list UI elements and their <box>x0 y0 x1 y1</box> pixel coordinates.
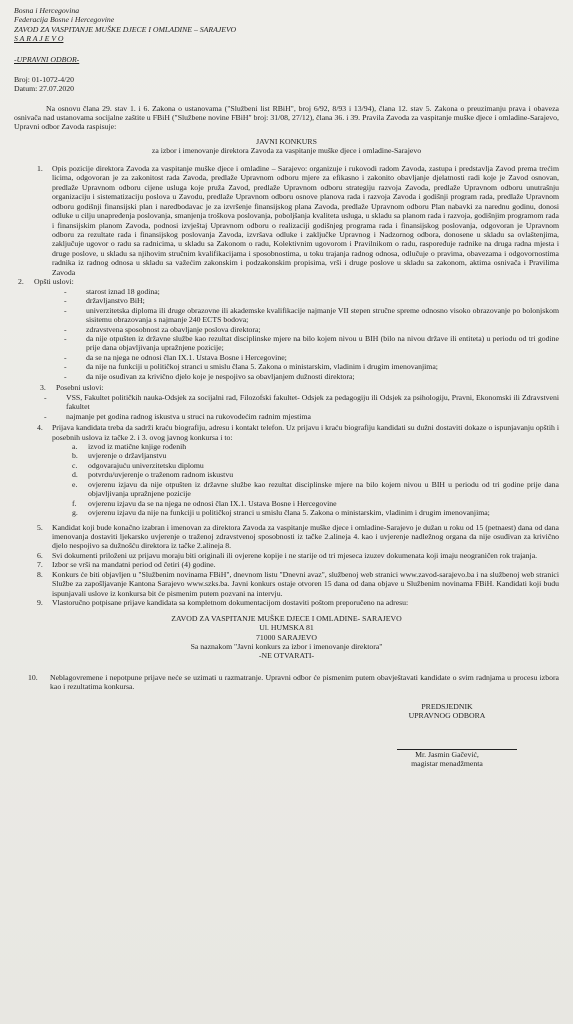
section-text: Izbor se vrši na mandatni period od četiri (4) godine. <box>52 560 216 570</box>
document-item <box>52 451 559 460</box>
document-item-text: uvjerenje o državljanstvu <box>88 451 167 461</box>
signatory-title: PREDSJEDNIK <box>421 701 473 711</box>
section-number: 8. <box>37 569 43 579</box>
document-item-letter: a. <box>72 441 78 451</box>
section-list <box>14 164 559 608</box>
letterhead <box>14 6 559 43</box>
header-country: Bosna i Hercegovina <box>14 6 80 15</box>
address-street: Ul. HUMSKA 81 <box>259 623 314 633</box>
competition-subtitle: za izbor i imenovanje direktora Zavoda za vaspitanje muške djece i omladine-Sarajevo <box>151 146 422 156</box>
section-8 <box>14 570 559 598</box>
address-do-not-open: -NE OTVARATI- <box>258 651 315 661</box>
document-item-text: ovjerenu izjavu da nije na funkciji u političkoj stranci u smislu člana 5. Zakona o ministarskim, vladinim i drugim imenovanjima; <box>88 508 490 518</box>
section-text: Svi dokumenti priloženi uz prijavu moraju biti originali ili ovjerene kopije i ne starije od tri mjeseca izuzev dokumenata koji imaju neograničen rok trajanja. <box>52 550 538 560</box>
section-label: Opšti uslovi: <box>34 277 74 287</box>
document-item-text: potvrdu/uvjerenje o traženom radnom iskustvu <box>88 470 234 480</box>
reference-date: Datum: 27.07.2020 <box>14 84 75 94</box>
section-2 <box>14 277 559 381</box>
section-9 <box>14 598 559 607</box>
header-city: S A R A J E V O <box>14 33 64 43</box>
general-conditions-list <box>34 287 559 382</box>
section-6 <box>14 551 559 560</box>
condition-item: - da nije osuđivan za krivično djelo koje je nespojivo sa obavljanjem dužnosti direktora; <box>34 372 559 381</box>
section-text: Konkurs će biti objavljen u "Službenim novinama FBiH", dnevnom listu "Dnevni avaz", službenoj web stranici www.zavod-sarajevo.ba i na službenoj web stranici Službe za zapošljavanje Kantona Sarajevo www.szks.ba. Javni konkurs ostaje otvoren 15 dana od dana objave u Službenim novinama FBiH. Kandidati koji budu ispunjavali uslove iz konkursa bit će pismenim putem pozvani na intervju. <box>52 569 559 598</box>
section-5 <box>14 523 559 551</box>
reference-number: Broj: 01-1072-4/20 <box>14 74 75 84</box>
document-item-letter: f. <box>72 498 77 508</box>
section-list-end <box>14 673 559 692</box>
document-item-text: ovjerenu izjavu da nije otpušten iz državne službe kao rezultat disciplinske mjere na bilo kojem nivou u BIH u periodu od tri godine prije dana objavljivanja upražnjene pozicije <box>88 479 559 499</box>
document-item <box>52 499 559 508</box>
condition-item: - da se na njega ne odnosi član IX.1. Ustava Bosne i Hercegovine; <box>34 353 559 362</box>
condition-item: - zdravstvena sposobnost za obavljanje poslova direktora; <box>34 325 559 334</box>
intro-paragraph: Na osnovu člana 29. stav 1. i 6. Zakona o ustanovama ("Službeni list RBiH", broj 6/92, 8/93 i 13/94), člana 12. stav 5. Zakona o preuzimanju prava i obaveza osnivača nad ustanovama socijalne zaštite u FBiH ("Službene novine FBiH" broj: 31/08, 27/12), člana 36. i 39. Pravila Zavoda za vaspitanje muške djece i omladine-Sarajevo, Upravni odbor Zavoda raspisuje: <box>14 103 559 132</box>
document-item <box>52 508 559 517</box>
signature-line <box>397 739 517 750</box>
document-item-letter: e. <box>72 479 78 489</box>
section-text: Opis pozicije direktora Zavoda za vaspitanje muške djece i omladine – Sarajevo: organizuje i rukovodi radom Zavoda, zastupa i predstavlja Zavod prema trećim licima, odgovoran je za zakonitost rada Zavoda, predlaže Upravnom odboru mjere za efikasno i zakonito obavljanje djelatnosti radi koje je Zavod osnovan, predlaže Upravnom odboru cijene usluga koje pruža Zavod, predlaže Upravnom odboru strategiju razvoja Zavoda, predlaže Upravnom odboru unutrašnju organizaciju i sistematizaciju poslova u Zavodu, predlaže Upravnom odboru osnove planova rada i razvoja Zavoda i godišnji program rada, predlaže Upravnom odboru godišnji finansijski plan i naredbodavac je za izvršenje finansijskog plana Zavoda, predlaže Upravnom odboru Plan nabavki za narednu godinu, donosi odluke u cilju unapređenja poslovanja, smanjenja troškova poslovanja, poboljšanja kvaliteta usluga, u skladu sa planom rada i razvoja, godišnjim programom rada i finansijskim planom Zavoda, podnosi izvještaj Upravnom odboru o realizaciji godišnjeg programa rada i finansijskog poslovanja, odgovoran je Upravnom odboru za rezultate rada i finansijskog poslovanja Zavoda, izvršava odluke i zaključke Upravnog i Nadzornog odbora, donosene u skladu sa ovlaštenjima, zaključuje ugovor o radu sa radnicima, u skladu sa Zakonom o radu, Kolektivnim ugovorom i Pravilnikom o radu, raspoređuje radnike na druga radna mjesta i druge poslove, u skladu sa njihovim stručnim kvalifikacijama i sposobnostima, u toku trajanja radnog odnosa, odlučuje o pravima, obavezama i odgovornostima radnika iz radnog odnosa u skladu sa važećim zakonskim i podzakonskim propisima, vrši i druge poslove u skladu sa zakonom, aktima osnivača i Pravilima Zavoda <box>52 163 559 277</box>
signatory-name: Mr. Jasmin Gačević, <box>415 749 479 759</box>
condition-item: - starost iznad 18 godina; <box>34 287 559 296</box>
document-item-letter: c. <box>72 460 78 470</box>
section-number: 10. <box>28 672 38 682</box>
mailing-address <box>14 614 559 661</box>
section-text: Kandidat koji bude konačno izabran i imenovan za direktora Zavoda za vaspitanje muške djece i omladine-Sarajevo je dužan u roku od 15 (petnaest) dana od dana imenovanja dostaviti ljekarsko uvjerenje o traženoj zdravstvenoj sposobnosti iz tačke 2.alineja 4. kao i uvjerenje nadležnog organa da nije osuđivan za krivično djelo nespojivo sa dužnošću direktora iz tačke 2.alineja 8. <box>52 522 559 551</box>
signatory-degree: magistar menadžmenta <box>411 759 483 769</box>
document-item-letter: b. <box>72 451 78 461</box>
header-institution: ZAVOD ZA VASPITANJE MUŠKE DJECE I OMLADINE – SARAJEVO <box>14 24 237 34</box>
condition-item: - državljanstvo BiH; <box>34 296 559 305</box>
section-number: 7. <box>37 560 43 570</box>
document-item <box>52 480 559 499</box>
section-number: 9. <box>37 598 43 608</box>
section-text: Prijava kandidata treba da sadrži kraću biografiju, adresu i kontakt telefon. Uz prijavu i kraću biografiju kandidati su dužni dostaviti dokaze o ispunjavanju opštih i posebnih uslova iz tačke 2. i 3. ovog javnog konkursa i to: <box>52 423 559 442</box>
document-item <box>52 470 559 479</box>
section-4 <box>14 423 559 518</box>
section-text: Neblagovremene i nepotpune prijave neće se uzimati u razmatranje. Upravni odbor će pismenim putem obavještavati kandidate o svim radnjama u procesu izbora kao i rezultatima konkursa. <box>50 672 559 692</box>
section-number: 1. <box>37 163 43 173</box>
document-item <box>52 442 559 451</box>
address-institution: ZAVOD ZA VASPITANJE MUŠKE DJECE I OMLADINE- SARAJEVO <box>171 613 402 623</box>
address-city: 71000 SARAJEVO <box>256 632 317 642</box>
condition-item: - univerzitetska diploma ili druge obrazovne ili akademske kvalifikacije najmanje VII stepen stručne spreme odnosno visoko obrazovanje po bolonjskom sisitemu obrazovanja s najmanje 240 ECTS bodova; <box>34 306 559 325</box>
document-item-text: ovjerenu izjavu da se na njega ne odnosi član IX.1. Ustava Bosne i Hercegovine <box>88 498 337 508</box>
documents-list <box>52 442 559 518</box>
section-10 <box>14 673 559 692</box>
condition-item: - VSS, Fakultet političkih nauka-Odsjek za socijalni rad, Filozofski fakultet- Odsjek za pedagogiju ili Odsjek za psihologiju, Pravni, Ekonomski ili Zdravstveni fakultet <box>14 393 559 412</box>
section-number: 2. <box>18 277 24 287</box>
signatory-body: UPRAVNOG ODBORA <box>408 711 486 721</box>
section-number: 5. <box>37 522 43 532</box>
document-item-letter: g. <box>72 508 78 518</box>
section-number: 3. <box>40 383 46 393</box>
address-note: Sa naznakom "Javni konkurs za izbor i imenovanje direktora" <box>190 642 383 652</box>
document-item-letter: d. <box>72 470 78 480</box>
section-number: 4. <box>37 423 43 433</box>
section-7 <box>14 560 559 569</box>
competition-title: JAVNI KONKURS <box>256 136 317 146</box>
board-label: -UPRAVNI ODBOR- <box>14 55 80 65</box>
document-item <box>52 461 559 470</box>
special-conditions-list <box>14 393 559 421</box>
condition-item: - da nije na funkciji u političkoj stranci u smislu člana 5. Zakona o ministarskim, vladinim i drugim imenovanjima; <box>34 362 559 371</box>
signature-block <box>14 702 559 769</box>
header-federation: Federacija Bosne i Hercegovine <box>14 15 115 25</box>
section-number: 6. <box>37 550 43 560</box>
section-3 <box>14 383 559 421</box>
document-item-text: odgovarajuću univerzitetsku diplomu <box>88 460 204 470</box>
document-item-text: izvod iz matične knjige rođenih <box>88 441 187 451</box>
condition-item: - najmanje pet godina radnog iskustva u struci na rukovodećim radnim mjestima <box>14 412 559 421</box>
section-1 <box>14 164 559 277</box>
section-label: Posebni uslovi: <box>56 383 104 393</box>
section-text: Vlastoručno potpisane prijave kandidata sa kompletnom dokumentacijom dostaviti poštom preporučeno na adresu: <box>52 598 409 608</box>
condition-item: - da nije otpušten iz državne službe kao rezultat disciplinske mjere na bilo kojem nivou u BIH (bilo na nivou države ili entiteta) u periodu od tri godine prije dana objavljivanja upražnjene pozicije; <box>34 334 559 353</box>
